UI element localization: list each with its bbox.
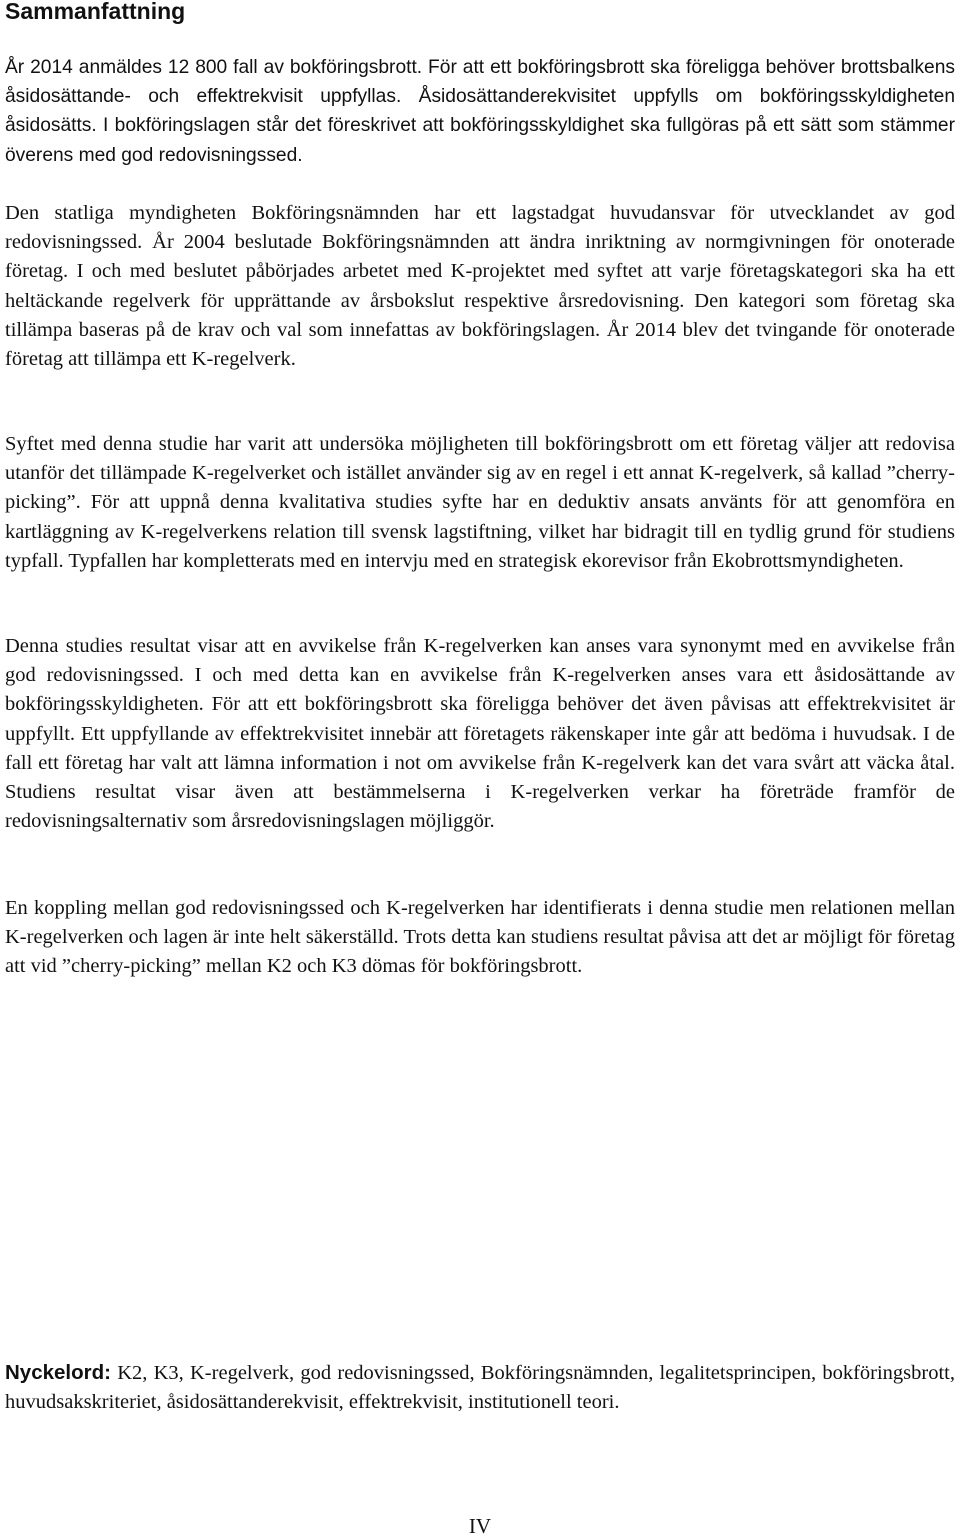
paragraph-conclusion: En koppling mellan god redovisningssed och K-regelverken har identifierats i denna studie men relationen mellan K-regelverken och lagen är inte helt säkerställd. Trots detta kan studiens resultat påvisa att det ar möjligt för företag att vid ”cherry-picking” mellan K2 och K3 dömas för bokföringsbrott.	[5, 897, 955, 978]
paragraph-background: Den statliga myndigheten Bokföringsnämnden har ett lagstadgat huvudansvar för utvecklandet av god redovisningssed. År 2004 beslutade Bokföringsnämnden att ändra inriktning av normgivningen för onoterade företag. I och med beslutet påbörjades arbetet med K-projektet med syftet att varje företagskategori ska ha ett heltäckande regelverk för upprättande av årsbokslut respektive årsredovisning. Den kategori som företag ska tillämpa baseras på de krav och val som innefattas av bokföringslagen. År 2014 blev det tvingande för onoterade företag att tillämpa ett K-regelverk.	[5, 202, 955, 371]
keywords-list: K2, K3, K-regelverk, god redovisningssed, Bokföringsnämnden, legalitetsprincipen, bokföringsbrott, huvudsakskriteriet, åsidosättanderekvisit, effektrekvisit, institutionell teori.	[5, 1362, 955, 1414]
paragraph-intro: År 2014 anmäldes 12 800 fall av bokföringsbrott. För att ett bokföringsbrott ska föreligga behöver brottsbalkens åsidosättande- och effektrekvisit uppfyllas. Åsidosättanderekvisitet uppfylls om bokföringsskyldigheten åsidosätts. I bokföringslagen står det föreskrivet att bokföringsskyldighet ska fullgöras på ett sätt som stämmer överens med god redovisningssed.	[5, 57, 955, 166]
page-number: IV	[468, 1514, 492, 1538]
paragraph-results: Denna studies resultat visar att en avvikelse från K-regelverken kan anses vara synonymt med en avvikelse från god redovisningssed. I och med detta kan en avvikelse från K-regelverken anses vara ett åsidosättande av bokföringsskyldigheten. För att ett bokföringsbrott ska föreligga behöver det även påvisas att effektrekvisitet är uppfyllt. Ett uppfyllande av effektrekvisitet innebär att företagets räkenskaper inte går att bedöma i huvudsak. I de fall ett företag har valt att lämna information i not om avvikelse från K-regelverk kan det vara svårt att väcka åtal. Studiens resultat visar även att bestämmelserna i K-regelverken verkar ha företräde framför de redovisningsalternativ som årsredovisningslagen möjliggör.	[5, 635, 955, 833]
keywords	[5, 1358, 955, 1417]
keywords-label: Nyckelord:	[5, 1361, 111, 1384]
paragraph-purpose: Syftet med denna studie har varit att undersöka möjligheten till bokföringsbrott om ett företag väljer att redovisa utanför det tillämpade K-regelverket och istället använder sig av en regel i ett annat K-regelverk, så kallad ”cherry-picking”. För att uppnå denna kvalitativa studies syfte har en deduktiv ansats använts för att genomföra en kartläggning av K-regelverkens relation till svensk lagstiftning, vilket har bidragit till en tydlig grund för studiens typfall. Typfallen har kompletterats med en intervju med en strategisk ekorevisor från Ekobrottsmyndigheten.	[5, 433, 955, 572]
section-heading: Sammanfattning	[5, 0, 186, 24]
